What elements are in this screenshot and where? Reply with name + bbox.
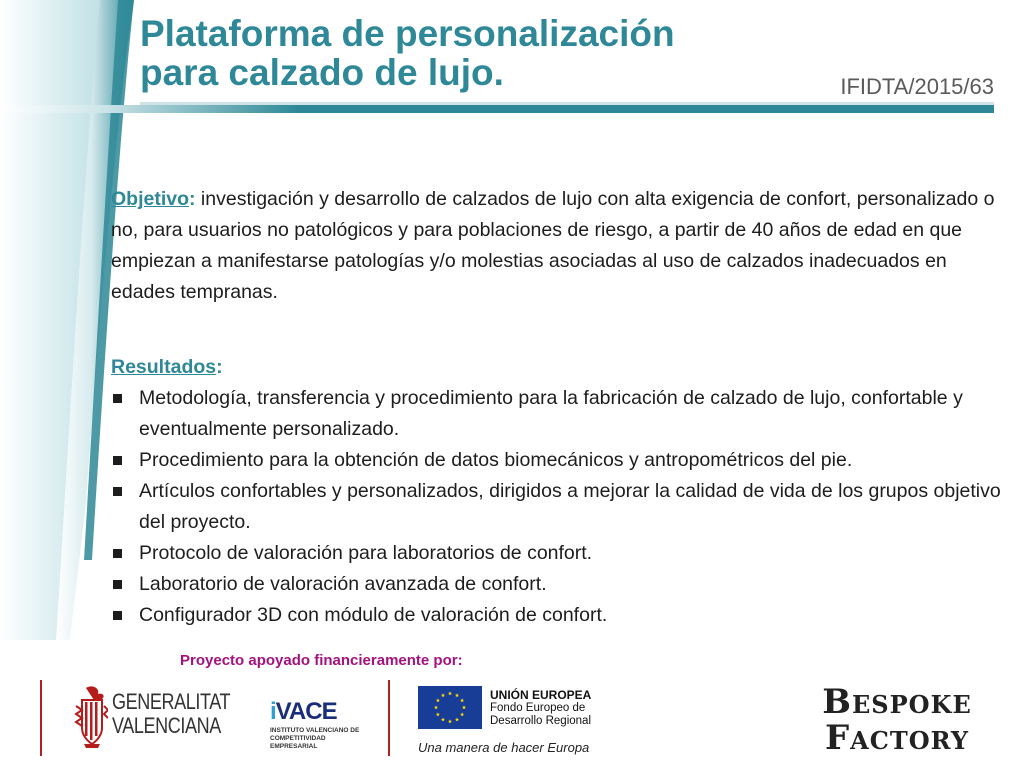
bullet-square-icon (113, 580, 122, 589)
eu-star-icon (448, 691, 452, 695)
bullet-square-icon (113, 611, 122, 620)
eu-fund-line-1: Fondo Europeo de (490, 702, 586, 714)
eu-tagline: Una manera de hacer Europa (418, 740, 590, 755)
logo-divider (388, 680, 390, 756)
title-line-1: Plataforma de personalización (140, 13, 675, 54)
page-title (140, 14, 780, 92)
resultados-colon: : (216, 356, 223, 378)
eu-star-icon (436, 712, 440, 716)
resultados-section (111, 352, 1001, 631)
eu-star-icon (460, 698, 464, 702)
list-item (111, 476, 1001, 538)
list-item (111, 383, 1001, 445)
bespoke-factory-logo (792, 684, 1002, 756)
eu-fund-line-2: Desarrollo Regional (490, 715, 591, 727)
generalitat-text (112, 690, 230, 738)
eu-star-icon (441, 693, 445, 697)
list-item (111, 569, 1001, 600)
bullet-square-icon (113, 394, 122, 403)
bespoke-word: Bespoke (822, 682, 972, 722)
bullet-square-icon (113, 456, 122, 465)
logo-divider (40, 680, 42, 756)
eu-star-icon (434, 705, 438, 709)
objetivo-colon: : (189, 188, 196, 210)
ivace-wordmark: iVACE (270, 698, 337, 725)
generalitat-valenciana-logo (72, 684, 232, 750)
bullet-square-icon (113, 549, 122, 558)
objetivo-label: Objetivo (111, 188, 190, 210)
generalitat-line-1: GENERALITAT (112, 689, 231, 714)
header-divider (0, 105, 994, 113)
list-item-text: Protocolo de valoración para laboratorios de confort. (139, 542, 593, 564)
list-item (111, 445, 1001, 476)
title-line-2: para calzado de lujo. (140, 52, 504, 93)
ivace-logo (270, 700, 370, 754)
list-item (111, 538, 1001, 569)
eu-star-icon (436, 698, 440, 702)
list-item-text: Procedimiento para la obtención de datos biomecánicos y antropométricos del pie. (139, 449, 853, 471)
objetivo-paragraph (111, 184, 1001, 308)
eu-star-icon (441, 717, 445, 721)
generalitat-emblem-icon (72, 684, 108, 750)
bullet-square-icon (113, 487, 122, 496)
eu-title: UNIÓN EUROPEA (490, 688, 592, 702)
eu-stars-icon (418, 686, 482, 729)
project-code: IFIDTA/2015/63 (840, 74, 994, 99)
list-item-text: Metodología, transferencia y procedimiento para la fabricación de calzado de lujo, confortable y eventualmente personalizado. (139, 387, 963, 440)
factory-word: Factory (825, 718, 969, 758)
list-item-text: Laboratorio de valoración avanzada de confort. (139, 573, 547, 595)
resultados-label: Resultados (111, 356, 217, 378)
list-item-text: Artículos confortables y personalizados, dirigidos a mejorar la calidad de vida de los grupos objetivo del proyecto. (139, 480, 1001, 533)
eu-star-icon (462, 705, 466, 709)
resultados-heading (111, 352, 1001, 383)
ivace-subtitle: INSTITUTO VALENCIANO DE COMPETITIVIDAD EMPRESARIAL (270, 727, 360, 750)
funding-caption: Proyecto apoyado financieramente por: (180, 652, 463, 669)
objetivo-text: investigación y desarrollo de calzados de lujo con alta exigencia de confort, personalizado o no, para usuarios no patológicos y para poblaciones de riesgo, a partir de 40 años de edad en que empiezan a manifestarse patologías y/o molestias asociadas al uso de calzados inadecuados en edades tempranas. (111, 188, 995, 303)
list-item (111, 600, 1001, 631)
eu-flag-icon (418, 686, 482, 729)
eu-star-icon (460, 712, 464, 716)
generalitat-line-2: VALENCIANA (112, 713, 221, 738)
resultados-list (111, 383, 1001, 631)
eu-star-icon (448, 719, 452, 723)
list-item-text: Configurador 3D con módulo de valoración de confort. (139, 604, 608, 626)
eu-star-icon (455, 693, 459, 697)
eu-star-icon (455, 717, 459, 721)
